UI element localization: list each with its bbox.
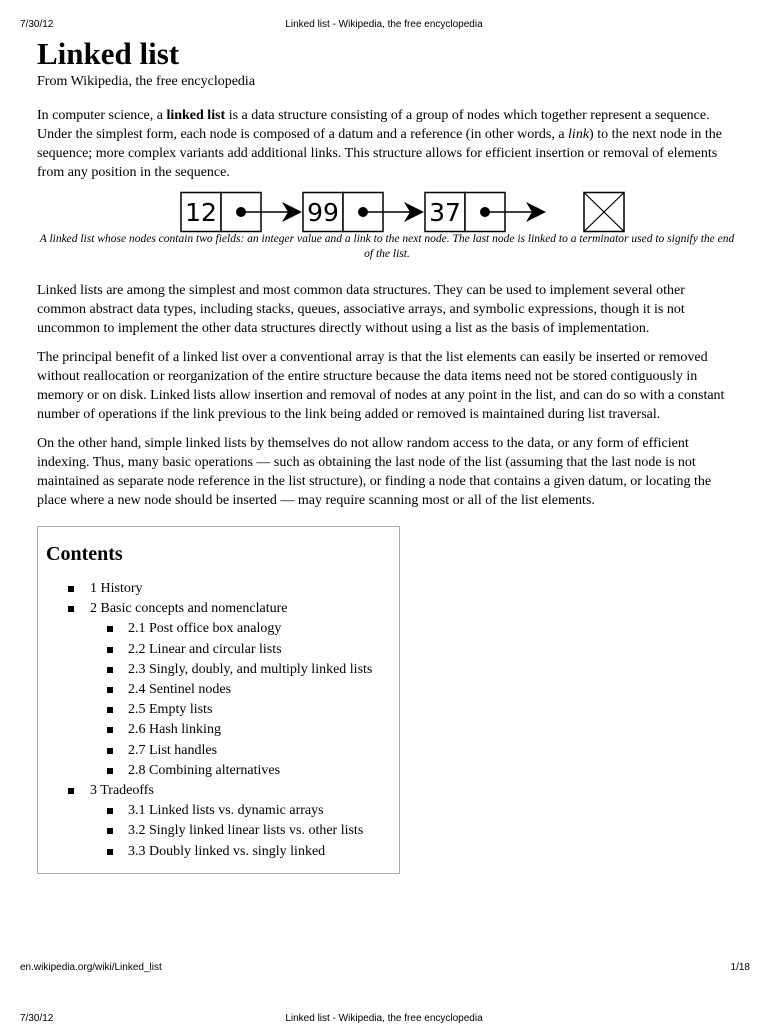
bullet-icon bbox=[107, 667, 113, 673]
paragraph-3: On the other hand, simple linked lists by themselves do not allow random access to the data, or any form of efficient indexing. Thus, many basic operations — such as obtaining the last node of the list (assuming that the last node is not maintained as separate node reference in the list structure), or finding a node that contains a given datum, or locating the place where a new node should be inserted — may require scanning most or all of the list elements. bbox=[37, 436, 712, 508]
intro-term-bold: linked list bbox=[166, 108, 226, 123]
intro-paragraph bbox=[37, 106, 737, 182]
paragraph-2: The principal benefit of a linked list over a conventional array is that the list elements can easily be inserted or removed without reallocation or reorganization of the entire structure because the data items need not be stored contiguously in memory or on disk. Linked lists allow insertion and removal of nodes at any point in the list, and can do so with a constant number of operations if the link previous to the link being added or removed is maintained during list traversal. bbox=[37, 350, 725, 422]
toc-item[interactable] bbox=[46, 579, 399, 599]
toc-sublist bbox=[46, 619, 399, 781]
toc-subitem-label[interactable]: 2.3 Singly, doubly, and multiply linked lists bbox=[128, 661, 373, 677]
toc-subitem-label[interactable]: 3.2 Singly linked linear lists vs. other lists bbox=[128, 823, 364, 839]
table-of-contents bbox=[37, 526, 400, 874]
bullet-icon bbox=[68, 606, 74, 612]
toc-item[interactable] bbox=[46, 781, 399, 862]
bullet-icon bbox=[107, 808, 113, 814]
toc-list bbox=[46, 579, 399, 862]
bullet-icon bbox=[107, 687, 113, 693]
toc-subitem[interactable] bbox=[46, 619, 399, 639]
bullet-icon bbox=[107, 626, 113, 632]
bullet-icon bbox=[107, 707, 113, 713]
page-title: Linked list bbox=[37, 36, 180, 71]
toc-subitem-label[interactable]: 2.5 Empty lists bbox=[128, 702, 213, 718]
toc-subitem[interactable] bbox=[46, 801, 399, 821]
bullet-icon bbox=[107, 727, 113, 733]
toc-subitem[interactable] bbox=[46, 842, 399, 862]
toc-item-label[interactable]: 3 Tradeoffs bbox=[90, 783, 154, 799]
bullet-icon bbox=[107, 768, 113, 774]
node-value: 37 bbox=[429, 198, 461, 227]
page-number: 1/18 bbox=[730, 962, 750, 973]
linked-list-figure bbox=[37, 191, 737, 265]
toc-subitem-label[interactable]: 2.8 Combining alternatives bbox=[128, 762, 281, 778]
toc-subitem-label[interactable]: 2.4 Sentinel nodes bbox=[128, 682, 232, 698]
bullet-icon bbox=[107, 849, 113, 855]
toc-subitem-label[interactable]: 2.2 Linear and circular lists bbox=[128, 641, 282, 657]
toc-subitem[interactable] bbox=[46, 700, 399, 720]
figure-caption: A linked list whose nodes contain two fields: an integer value and a link to the next node. The last node is linked to a terminator used to signify the end of the list. bbox=[39, 233, 735, 260]
toc-subitem[interactable] bbox=[46, 821, 399, 841]
toc-item-label[interactable]: 2 Basic concepts and nomenclature bbox=[90, 601, 288, 617]
toc-subitem[interactable] bbox=[46, 660, 399, 680]
bullet-icon bbox=[68, 586, 74, 592]
paragraph-1: Linked lists are among the simplest and most common data structures. They can be used to implement several other common abstract data types, including stacks, queues, associative arrays, and symbolic expressions, though it is not uncommon to implement the other data structures directly without using a list as the basis of implementation. bbox=[37, 283, 685, 336]
print-date-page-2: 7/30/12 bbox=[20, 1013, 54, 1024]
toc-sublist bbox=[46, 801, 399, 862]
intro-text-3: ) to the next node in the sequence; more complex variants add additional links. This structure allows for efficient insertion or removal of elements from any position in the sequence. bbox=[37, 127, 723, 180]
bullet-icon bbox=[107, 748, 113, 754]
toc-item[interactable] bbox=[46, 599, 399, 781]
toc-subitem[interactable] bbox=[46, 720, 399, 740]
node-value: 12 bbox=[185, 198, 217, 227]
toc-subitem-label[interactable]: 3.3 Doubly linked vs. singly linked bbox=[128, 843, 326, 859]
page-url: en.wikipedia.org/wiki/Linked_list bbox=[20, 962, 162, 973]
article-content bbox=[37, 36, 737, 874]
node-value: 99 bbox=[307, 198, 339, 227]
print-page-title: Linked list - Wikipedia, the free encyclopedia bbox=[285, 19, 483, 30]
article-subtitle: From Wikipedia, the free encyclopedia bbox=[37, 74, 256, 89]
list-node bbox=[425, 193, 546, 232]
linked-list-diagram bbox=[180, 191, 630, 233]
intro-term-link[interactable]: link bbox=[568, 127, 590, 142]
toc-subitem[interactable] bbox=[46, 640, 399, 660]
intro-text-2: is a data structure consisting of a group of nodes which together represent a sequence. Under the simplest form, each node is composed of a datum and a reference (in other words, a bbox=[37, 108, 710, 142]
toc-subitem[interactable] bbox=[46, 761, 399, 781]
toc-subitem[interactable] bbox=[46, 680, 399, 700]
print-page-title-page-2: Linked list - Wikipedia, the free encyclopedia bbox=[285, 1013, 483, 1024]
print-date: 7/30/12 bbox=[20, 19, 54, 30]
terminator-box bbox=[584, 193, 624, 232]
list-node bbox=[181, 193, 302, 232]
bullet-icon bbox=[107, 828, 113, 834]
toc-subitem-label[interactable]: 2.7 List handles bbox=[128, 742, 218, 758]
toc-subitem[interactable] bbox=[46, 741, 399, 761]
intro-text-1: In computer science, a bbox=[37, 108, 167, 123]
toc-subitem-label[interactable]: 3.1 Linked lists vs. dynamic arrays bbox=[128, 803, 324, 819]
list-node bbox=[303, 193, 424, 232]
bullet-icon bbox=[107, 647, 113, 653]
toc-subitem-label[interactable]: 2.6 Hash linking bbox=[128, 722, 221, 738]
toc-title: Contents bbox=[46, 543, 123, 565]
toc-item-label[interactable]: 1 History bbox=[90, 581, 143, 596]
bullet-icon bbox=[68, 788, 74, 794]
toc-subitem-label[interactable]: 2.1 Post office box analogy bbox=[128, 621, 282, 637]
